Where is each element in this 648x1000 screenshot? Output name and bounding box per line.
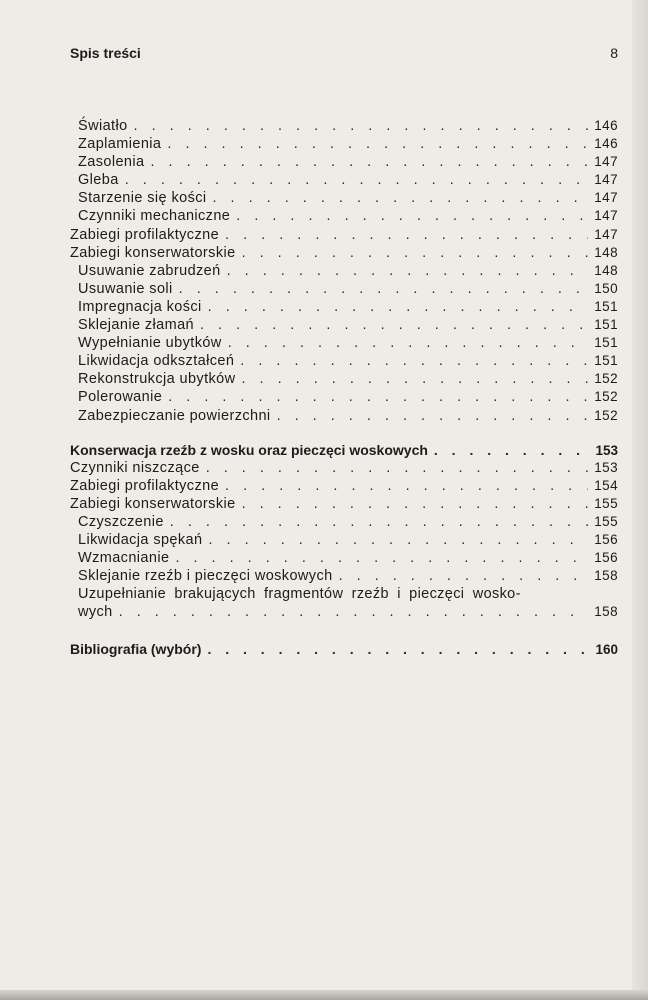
toc-entry [70, 117, 618, 135]
entry-page: 156 [594, 532, 618, 548]
entry-page: 147 [594, 172, 618, 188]
entry-page: 155 [594, 495, 618, 511]
toc-entry [70, 495, 618, 513]
entry-page: 151 [594, 335, 618, 351]
entry-page: 148 [594, 262, 618, 278]
entry-page: 153 [594, 459, 618, 475]
entry-title: Impregnacja kości [78, 298, 202, 315]
toc-group-1 [70, 117, 618, 425]
entry-page: 154 [594, 477, 618, 493]
toc-group-2 [70, 459, 618, 586]
dot-leader [225, 226, 588, 244]
dot-leader [150, 153, 588, 171]
toc-entry [70, 226, 618, 244]
entry-title: Sklejanie złamań [78, 317, 195, 334]
header-page-number: 8 [610, 45, 618, 61]
dot-leader [170, 513, 588, 531]
entry-title: Wypełnianie ubytków [78, 335, 222, 352]
entry-title: Zabiegi konserwatorskie [70, 244, 236, 261]
toc-entry [70, 513, 618, 531]
entry-title: Zabezpieczanie powierzchni [78, 407, 271, 424]
running-header [70, 45, 618, 61]
dot-leader [134, 117, 588, 135]
entry-title: Zabiegi profilaktyczne [70, 226, 220, 243]
entry-page: 156 [594, 550, 618, 566]
toc-entry [70, 189, 618, 207]
dot-leader [206, 459, 588, 477]
toc-entry [70, 370, 618, 388]
dot-leader [213, 189, 589, 207]
entry-title: Polerowanie [78, 389, 163, 406]
dot-leader [125, 171, 588, 189]
dot-leader [208, 298, 588, 316]
dot-leader [242, 495, 588, 513]
dot-leader [242, 370, 589, 388]
section-title: Konserwacja rzeźb z wosku oraz pieczęci woskowych [70, 441, 428, 458]
toc-entry [70, 334, 618, 352]
toc-entry [70, 316, 618, 334]
toc-entry [70, 153, 618, 171]
toc-entry [70, 135, 618, 153]
toc-entry [70, 298, 618, 316]
dot-leader [179, 280, 588, 298]
entry-page: 158 [594, 604, 618, 620]
toc-entry-wrapped-line2 [70, 603, 618, 621]
dot-leader [242, 244, 588, 262]
entry-title: Sklejanie rzeźb i pieczęci woskowych [78, 568, 333, 585]
dot-leader [208, 531, 588, 549]
toc-entry [70, 352, 618, 370]
toc-entry [70, 388, 618, 406]
entry-title: Czyszczenie [78, 513, 164, 530]
entry-page: 155 [594, 513, 618, 529]
dot-leader [225, 477, 588, 495]
entry-title: Czynniki niszczące [70, 459, 200, 476]
entry-page: 151 [594, 353, 618, 369]
page-edge [632, 0, 648, 1000]
entry-title: Czynniki mechaniczne [78, 208, 231, 225]
entry-title: Zabiegi konserwatorskie [70, 495, 236, 512]
entry-title: wych [78, 604, 113, 621]
dot-leader [240, 352, 588, 370]
entry-page: 146 [594, 136, 618, 152]
toc-entry [70, 407, 618, 425]
toc-entry [70, 280, 618, 298]
entry-title: Likwidacja odkształceń [78, 353, 235, 370]
entry-title: Zasolenia [78, 154, 145, 171]
entry-title: Wzmacnianie [78, 550, 170, 567]
entry-page: 152 [594, 407, 618, 423]
toc-entry [70, 477, 618, 495]
header-title: Spis treści [70, 45, 141, 61]
entry-title: Zabiegi profilaktyczne [70, 477, 220, 494]
entry-page: 148 [594, 244, 618, 260]
toc-entry [70, 244, 618, 262]
dot-leader [119, 603, 588, 621]
toc-entry [70, 262, 618, 280]
entry-page: 152 [594, 371, 618, 387]
entry-title: Usuwanie soli [78, 280, 173, 297]
toc-section-heading [70, 640, 618, 658]
entry-title: Światło [78, 118, 128, 134]
dot-leader [227, 262, 588, 280]
entry-title: Gleba [78, 172, 119, 189]
entry-page: 147 [594, 190, 618, 206]
dot-leader [339, 567, 588, 585]
table-of-contents [70, 117, 618, 658]
dot-leader [236, 207, 588, 225]
entry-page: 150 [594, 280, 618, 296]
toc-entry [70, 567, 618, 585]
section-title: Bibliografia (wybór) [70, 640, 202, 657]
entry-page: 147 [594, 154, 618, 170]
toc-entry [70, 459, 618, 477]
dot-leader [175, 549, 588, 567]
section-gap [70, 425, 618, 441]
dot-leader [277, 407, 588, 425]
entry-page: 146 [594, 118, 618, 133]
toc-entry [70, 531, 618, 549]
entry-page: 151 [594, 298, 618, 314]
dot-leader [207, 640, 588, 658]
dot-leader [200, 316, 588, 334]
entry-page: 151 [594, 317, 618, 333]
entry-title: Zaplamienia [78, 136, 162, 153]
dot-leader [168, 388, 588, 406]
toc-entry-wrapped-line1: Uzupełnianie brakujących fragmentów rzeźb i pieczęci wosko- [78, 586, 521, 603]
toc-section-heading [70, 441, 618, 459]
section-page: 153 [595, 442, 618, 458]
entry-page: 152 [594, 389, 618, 405]
entry-page: 147 [594, 208, 618, 224]
entry-title: Likwidacja spękań [78, 532, 203, 549]
entry-title: Usuwanie zabrudzeń [78, 262, 221, 279]
toc-entry [70, 171, 618, 189]
bottom-edge [0, 990, 648, 1000]
dot-leader [228, 334, 588, 352]
entry-page: 158 [594, 568, 618, 584]
toc-entry [70, 207, 618, 225]
dot-leader [167, 135, 588, 153]
toc-entry [70, 549, 618, 567]
dot-leader [434, 441, 588, 459]
entry-title: Rekonstrukcja ubytków [78, 371, 236, 388]
entry-page: 147 [594, 226, 618, 242]
section-gap [70, 622, 618, 640]
entry-title: Starzenie się kości [78, 190, 207, 207]
section-page: 160 [595, 641, 618, 657]
